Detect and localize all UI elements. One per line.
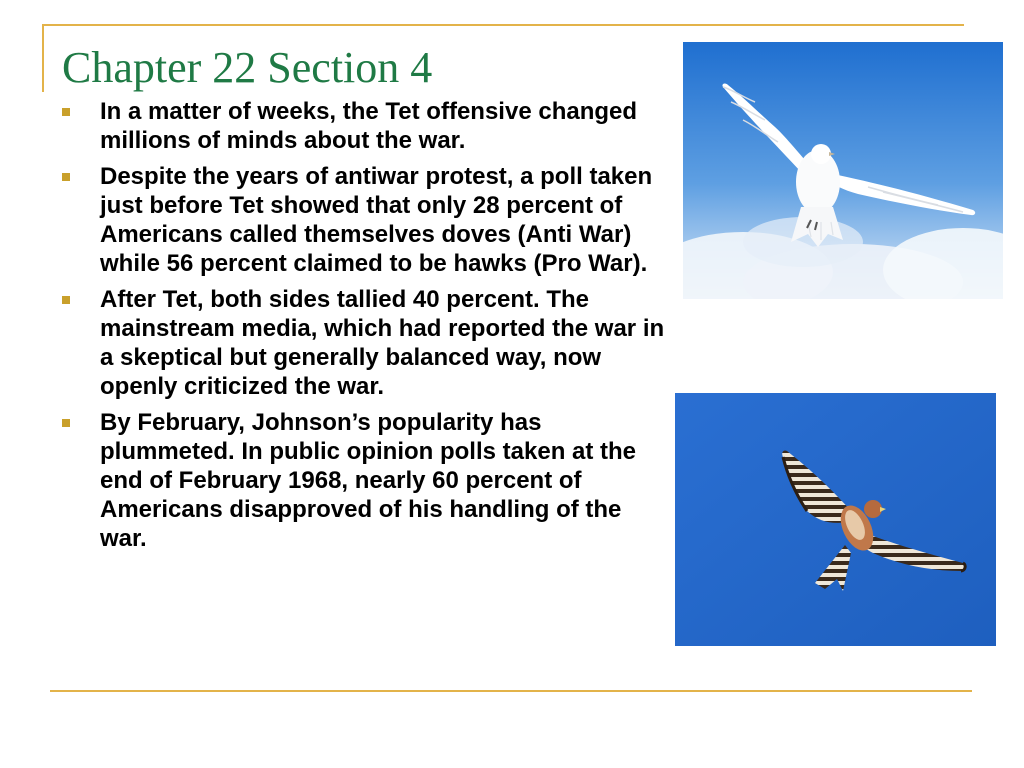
bullet-text: Despite the years of antiwar protest, a poll taken just before Tet showed that only 28 percent of Americans called themselves doves (Anti War) while 56 percent claimed to be hawks (Pro War). xyxy=(100,163,653,277)
square-bullet-icon xyxy=(62,296,70,304)
square-bullet-icon xyxy=(62,419,70,427)
dove-image xyxy=(683,42,1003,299)
hawk-illustration xyxy=(675,393,996,646)
bullet-text: After Tet, both sides tallied 40 percent. The mainstream media, which had reported the war in a skeptical but generally balanced way, now openly criticized the war. xyxy=(100,286,665,400)
bullet-item xyxy=(62,162,668,278)
slide-title: Chapter 22 Section 4 xyxy=(62,43,433,92)
bullet-item xyxy=(62,408,668,553)
bullet-item xyxy=(62,285,668,401)
hawk-image xyxy=(675,393,996,646)
bullet-item xyxy=(62,97,668,155)
bottom-rule xyxy=(50,690,972,692)
square-bullet-icon xyxy=(62,108,70,116)
square-bullet-icon xyxy=(62,173,70,181)
top-rule xyxy=(42,24,964,26)
left-rule xyxy=(42,24,44,92)
bullet-list xyxy=(62,97,668,560)
bullet-text: By February, Johnson’s popularity has plummeted. In public opinion polls taken at the end of February 1968, nearly 60 percent of Americans disapproved of his handling of the war. xyxy=(100,409,637,552)
bullet-text: In a matter of weeks, the Tet offensive changed millions of minds about the war. xyxy=(100,98,638,154)
dove-illustration xyxy=(683,42,1003,299)
